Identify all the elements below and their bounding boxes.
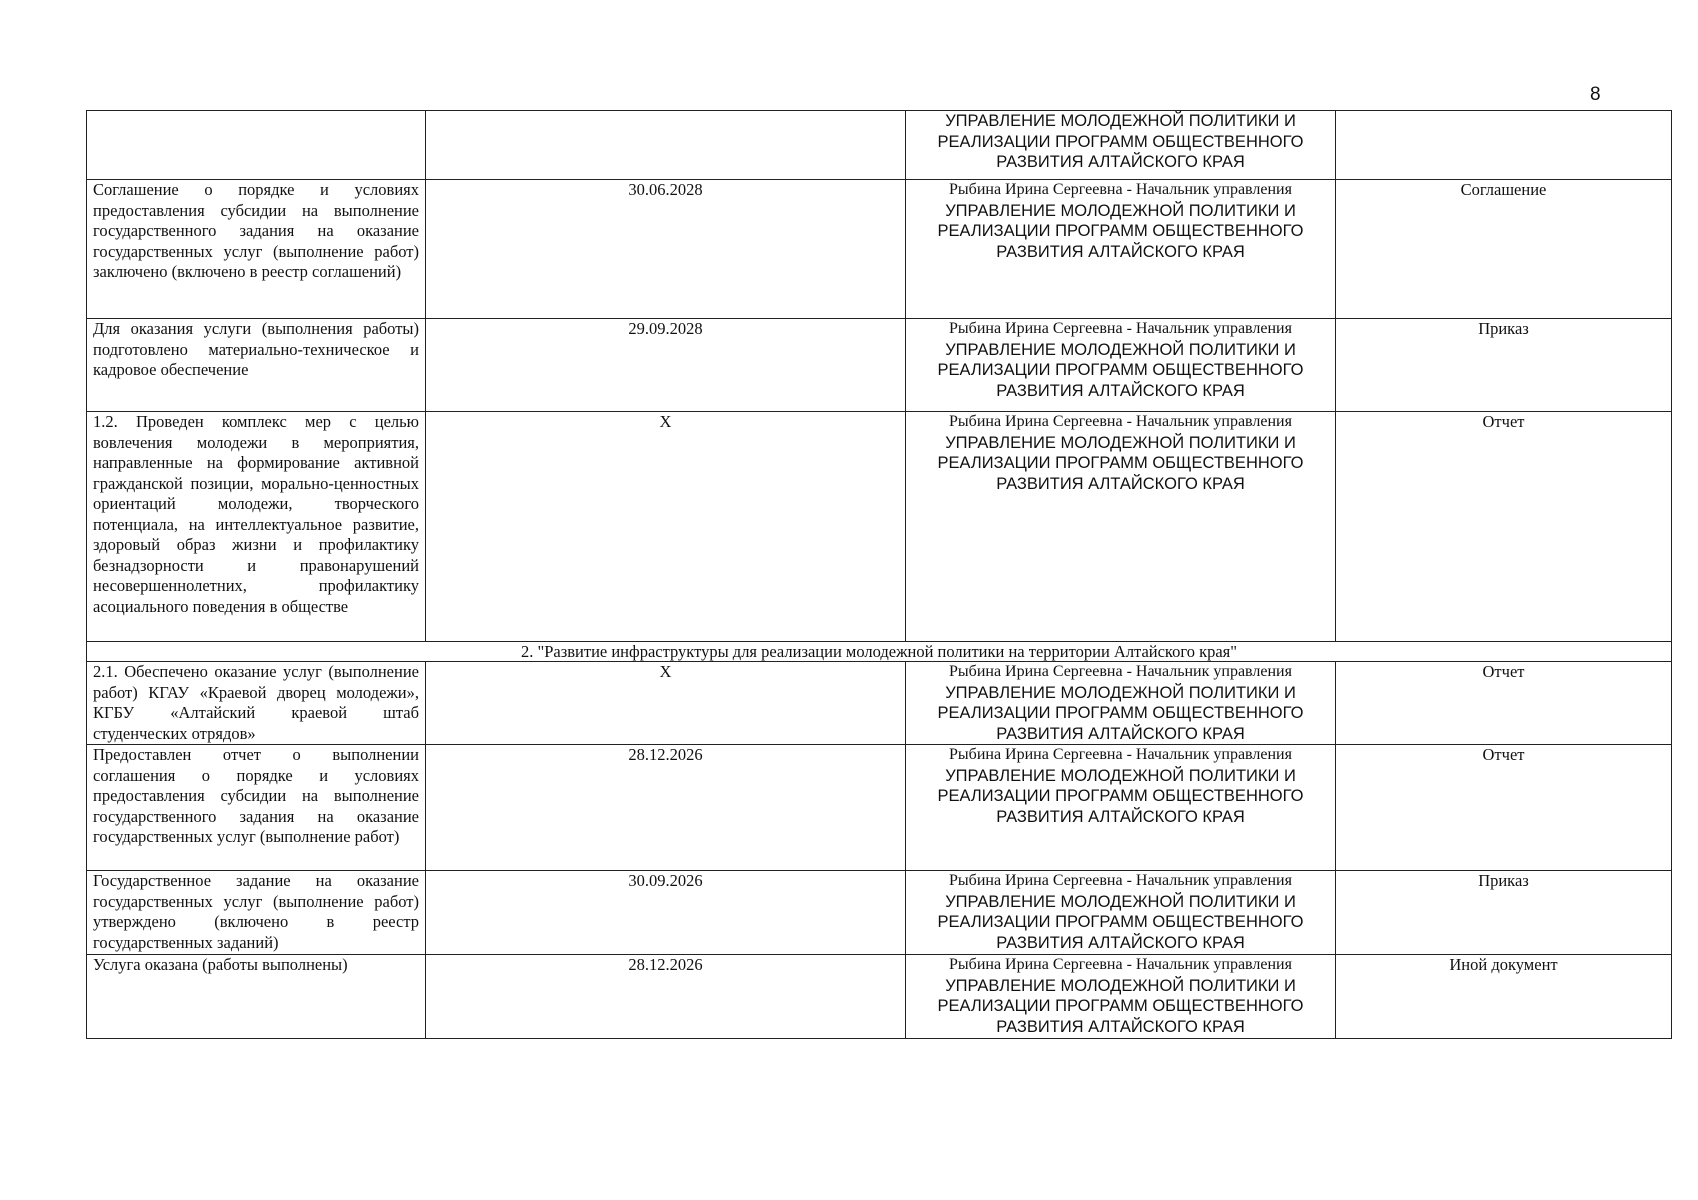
table-row [87, 111, 1672, 180]
responsible-organization: УПРАВЛЕНИЕ МОЛОДЕЖНОЙ ПОЛИТИКИ И РЕАЛИЗАЦИИ ПРОГРАММ ОБЩЕСТВЕННОГО РАЗВИТИЯ АЛТАЙСКОГО КРАЯ [937, 433, 1304, 493]
date-cell: 30.09.2026 [426, 871, 906, 955]
responsible-cell [906, 955, 1336, 1039]
responsible-name: Рыбина Ирина Сергеевна - Начальник управления [949, 746, 1292, 763]
responsible-cell [906, 111, 1336, 180]
date-cell: 30.06.2028 [426, 180, 906, 319]
responsible-cell [906, 319, 1336, 412]
document-cell: Соглашение [1336, 180, 1672, 319]
responsible-organization: УПРАВЛЕНИЕ МОЛОДЕЖНОЙ ПОЛИТИКИ И РЕАЛИЗАЦИИ ПРОГРАММ ОБЩЕСТВЕННОГО РАЗВИТИЯ АЛТАЙСКОГО КРАЯ [937, 201, 1304, 261]
table-row [87, 412, 1672, 642]
table-row [87, 871, 1672, 955]
responsible-cell [906, 662, 1336, 745]
document-cell: Отчет [1336, 412, 1672, 642]
responsible-name: Рыбина Ирина Сергеевна - Начальник управления [949, 956, 1292, 973]
event-cell: Для оказания услуги (выполнения работы) подготовлено материально-техническое и кадровое обеспечение [87, 319, 426, 412]
document-cell: Отчет [1336, 662, 1672, 745]
date-cell: 28.12.2026 [426, 745, 906, 871]
responsible-cell [906, 180, 1336, 319]
table-row [87, 662, 1672, 745]
responsible-organization: УПРАВЛЕНИЕ МОЛОДЕЖНОЙ ПОЛИТИКИ И РЕАЛИЗАЦИИ ПРОГРАММ ОБЩЕСТВЕННОГО РАЗВИТИЯ АЛТАЙСКОГО КРАЯ [937, 683, 1304, 743]
event-cell [87, 111, 426, 180]
table-row [87, 955, 1672, 1039]
date-cell: X [426, 412, 906, 642]
responsible-organization: УПРАВЛЕНИЕ МОЛОДЕЖНОЙ ПОЛИТИКИ И РЕАЛИЗАЦИИ ПРОГРАММ ОБЩЕСТВЕННОГО РАЗВИТИЯ АЛТАЙСКОГО КРАЯ [937, 892, 1304, 952]
document-cell [1336, 111, 1672, 180]
table-row [87, 745, 1672, 871]
table-row [87, 180, 1672, 319]
event-cell: 1.2. Проведен комплекс мер с целью вовлечения молодежи в мероприятия, направленные на формирование активной гражданской позиции, морально-ценностных ориентаций молодежи, творческого потенциала, на интеллектуальное развитие, здоровый образ жизни и профилактику безнадзорности и правонарушений несовершеннолетних, профилактику асоциального поведения в обществе [87, 412, 426, 642]
date-cell: 29.09.2028 [426, 319, 906, 412]
plan-table [86, 110, 1672, 1039]
event-cell: 2.1. Обеспечено оказание услуг (выполнение работ) КГАУ «Краевой дворец молодежи», КГБУ «Алтайский краевой штаб студенческих отрядов» [87, 662, 426, 745]
date-cell [426, 111, 906, 180]
event-cell: Государственное задание на оказание государственных услуг (выполнение работ) утверждено (включено в реестр государственных заданий) [87, 871, 426, 955]
responsible-name: Рыбина Ирина Сергеевна - Начальник управления [949, 320, 1292, 337]
responsible-organization: УПРАВЛЕНИЕ МОЛОДЕЖНОЙ ПОЛИТИКИ И РЕАЛИЗАЦИИ ПРОГРАММ ОБЩЕСТВЕННОГО РАЗВИТИЯ АЛТАЙСКОГО КРАЯ [937, 976, 1304, 1036]
document-cell: Отчет [1336, 745, 1672, 871]
responsible-cell [906, 871, 1336, 955]
document-cell: Иной документ [1336, 955, 1672, 1039]
responsible-cell [906, 412, 1336, 642]
section-title: 2. "Развитие инфраструктуры для реализации молодежной политики на территории Алтайского края" [87, 642, 1672, 662]
responsible-organization: УПРАВЛЕНИЕ МОЛОДЕЖНОЙ ПОЛИТИКИ И РЕАЛИЗАЦИИ ПРОГРАММ ОБЩЕСТВЕННОГО РАЗВИТИЯ АЛТАЙСКОГО КРАЯ [937, 766, 1304, 826]
page-number: 8 [1590, 84, 1601, 105]
section-row [87, 642, 1672, 662]
date-cell: 28.12.2026 [426, 955, 906, 1039]
event-cell: Соглашение о порядке и условиях предоставления субсидии на выполнение государственного задания на оказание государственных услуг (выполнение работ) заключено (включено в реестр соглашений) [87, 180, 426, 319]
document-cell: Приказ [1336, 871, 1672, 955]
responsible-organization: УПРАВЛЕНИЕ МОЛОДЕЖНОЙ ПОЛИТИКИ И РЕАЛИЗАЦИИ ПРОГРАММ ОБЩЕСТВЕННОГО РАЗВИТИЯ АЛТАЙСКОГО КРАЯ [937, 340, 1304, 400]
event-cell: Услуга оказана (работы выполнены) [87, 955, 426, 1039]
responsible-name: Рыбина Ирина Сергеевна - Начальник управления [949, 181, 1292, 198]
date-cell: X [426, 662, 906, 745]
responsible-name: Рыбина Ирина Сергеевна - Начальник управления [949, 872, 1292, 889]
event-cell: Предоставлен отчет о выполнении соглашения о порядке и условиях предоставления субсидии на выполнение государственного задания на оказание государственных услуг (выполнение работ) [87, 745, 426, 871]
document-cell: Приказ [1336, 319, 1672, 412]
responsible-organization: УПРАВЛЕНИЕ МОЛОДЕЖНОЙ ПОЛИТИКИ И РЕАЛИЗАЦИИ ПРОГРАММ ОБЩЕСТВЕННОГО РАЗВИТИЯ АЛТАЙСКОГО КРАЯ [937, 112, 1304, 171]
responsible-name: Рыбина Ирина Сергеевна - Начальник управления [949, 663, 1292, 680]
responsible-cell [906, 745, 1336, 871]
responsible-name: Рыбина Ирина Сергеевна - Начальник управления [949, 413, 1292, 430]
table-row [87, 319, 1672, 412]
